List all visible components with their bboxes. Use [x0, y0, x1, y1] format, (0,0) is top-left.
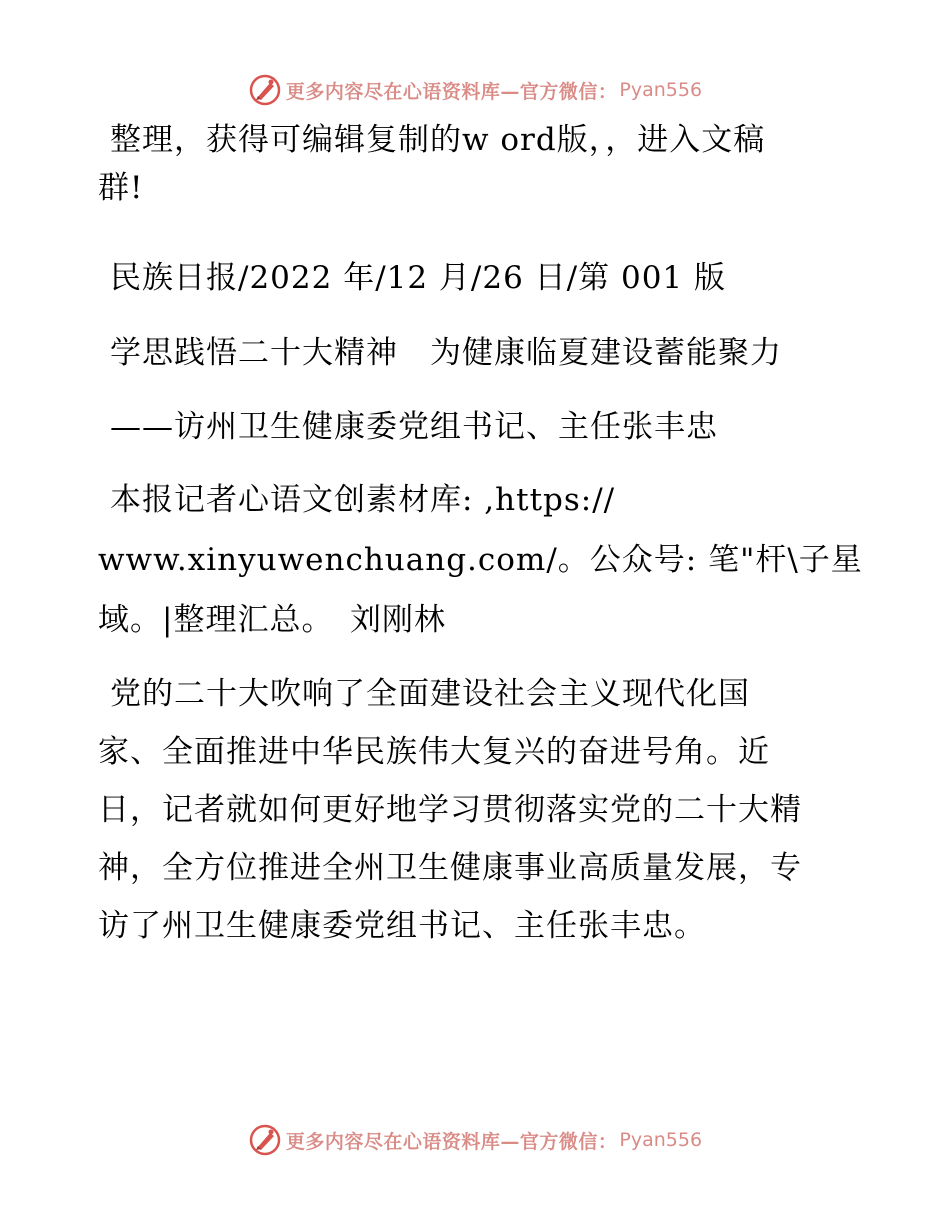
intro-line-1: 整理，获得可编辑复制的w ord版，，进入文稿 — [110, 122, 766, 158]
body-line-4: 神，全方位推进全州卫生健康事业高质量发展，专 — [98, 850, 802, 886]
body-line-1: 党的二十大吹响了全面建设社会主义现代化国 — [110, 676, 750, 712]
watermark-wechat-id: Pyan556 — [619, 1129, 703, 1151]
byline-line-2: www.xinyuwenchuang.com/。公众号: 笔"杆\子星 — [98, 542, 863, 578]
byline-line-1: 本报记者心语文创素材库: ,https:// — [110, 482, 616, 518]
header-watermark — [0, 70, 950, 110]
byline-line-3: 域。|整理汇总。 刘刚林 — [98, 602, 446, 638]
source-line: 民族日报/2022 年/12 月/26 日/第 001 版 — [110, 260, 727, 296]
body-line-2: 家、全面推进中华民族伟大复兴的奋进号角。近 — [98, 734, 770, 770]
body-line-3: 日，记者就如何更好地学习贯彻落实党的二十大精 — [98, 792, 802, 828]
watermark-slogan: 更多内容尽在心语资料库—官方微信： — [285, 1130, 618, 1153]
quill-pen-icon — [248, 1123, 282, 1157]
article-subtitle: ——访州卫生健康委党组书记、主任张丰忠 — [110, 409, 718, 445]
article-title: 学思践悟二十大精神 为健康临夏建设蓄能聚力 — [110, 335, 782, 371]
body-line-5: 访了州卫生健康委党组书记、主任张丰忠。 — [98, 908, 706, 944]
intro-line-2: 群! — [98, 170, 144, 206]
watermark-wechat-id: Pyan556 — [619, 79, 703, 101]
quill-pen-icon — [248, 73, 282, 107]
watermark-slogan: 更多内容尽在心语资料库—官方微信： — [285, 80, 618, 103]
footer-watermark — [0, 1120, 950, 1160]
